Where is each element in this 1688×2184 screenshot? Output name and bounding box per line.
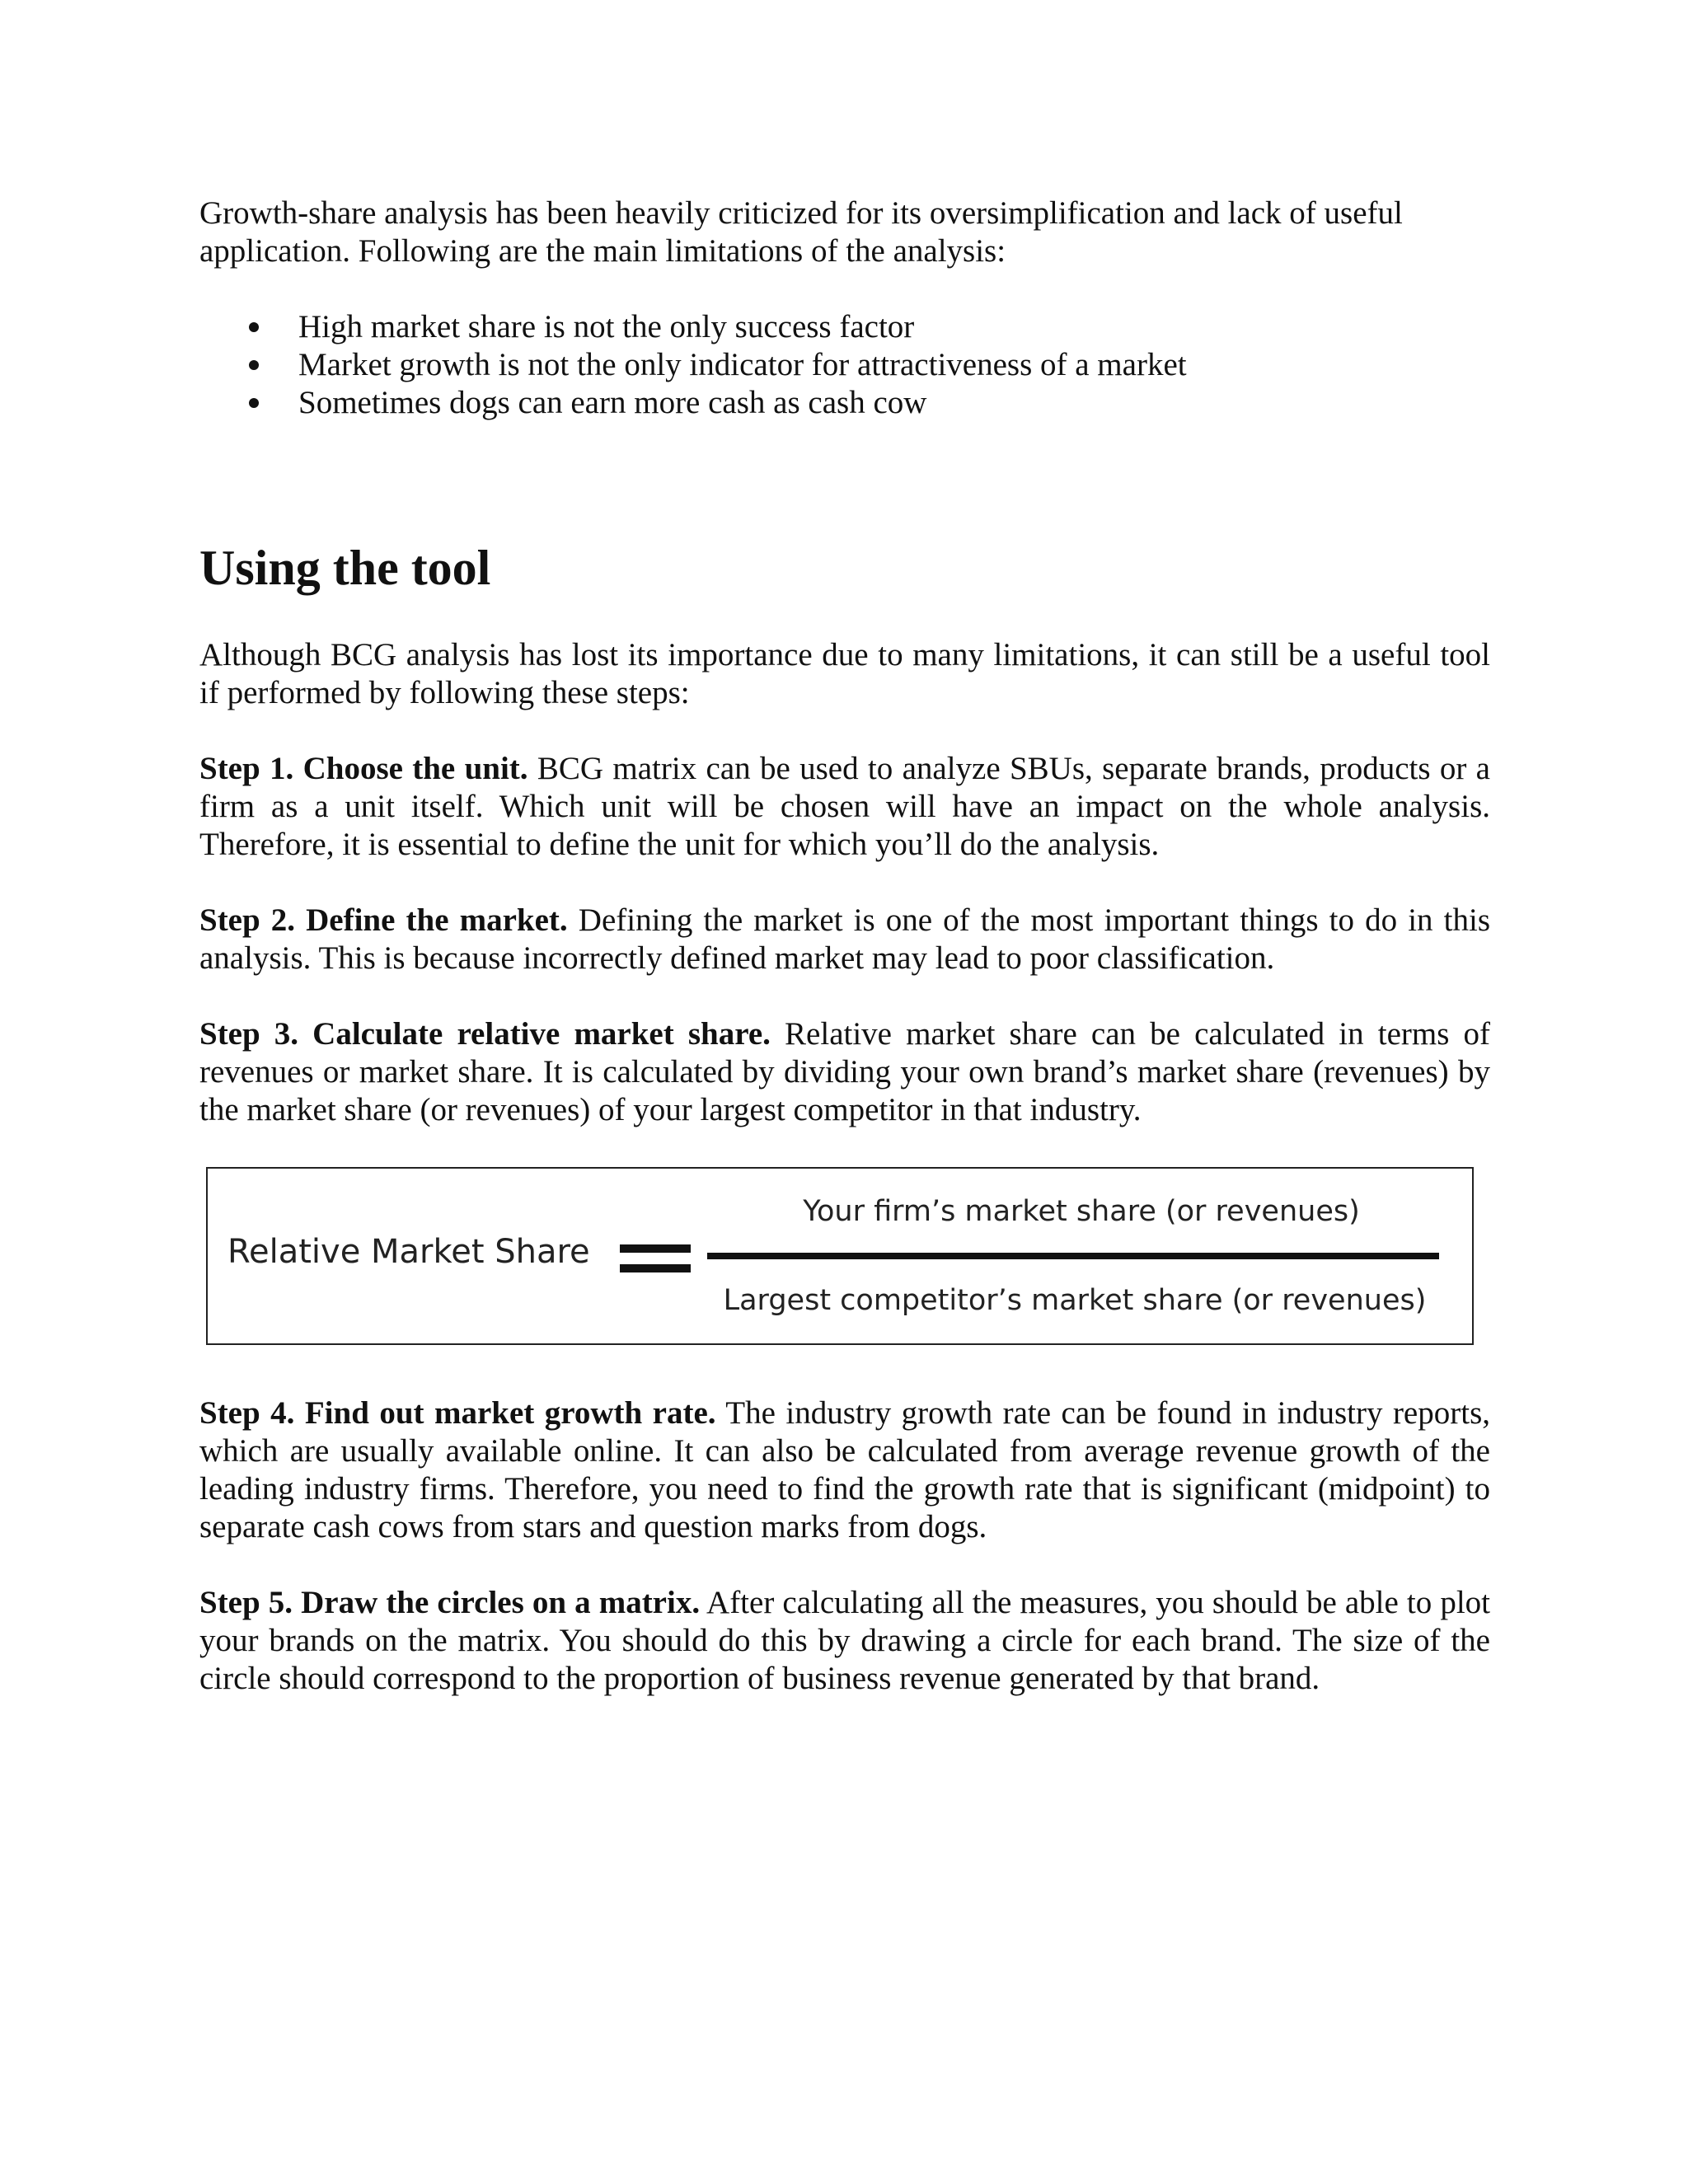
section-intro: Although BCG analysis has lost its importance due to many limitations, it can still be a useful tool if performed by following these steps:: [199, 637, 1490, 710]
equals-sign-icon: [620, 1244, 691, 1272]
list-item: [199, 308, 1490, 346]
step-text: The industry growth rate can be found in industry reports, which are usually available online. It can also be calculated from average revenue growth of the leading industry firms. Therefore, you need to find the growth rate that is significant (midpoint) to separate cash cows from stars and question marks from dogs.: [199, 1395, 1490, 1544]
step-label: Step 3. Calculate relative market share.: [199, 1016, 771, 1052]
step-label: Step 4. Find out market growth rate.: [199, 1395, 716, 1431]
limitations-list: [199, 308, 1490, 422]
step-5-paragraph: [199, 1584, 1490, 1698]
step-4-paragraph: [199, 1394, 1490, 1546]
step-label: Step 1. Choose the unit.: [199, 751, 528, 786]
list-item-text: Sometimes dogs can earn more cash as cash cow: [298, 385, 927, 420]
intro-paragraph: Growth-share analysis has been heavily criticized for its oversimplification and lack of useful application. Following are the main limitations of the analysis:: [199, 195, 1403, 269]
step-label: Step 5. Draw the circles on a matrix.: [199, 1585, 701, 1620]
step-text: Defining the market is one of the most important things to do in this analysis. This is because incorrectly defined market may lead to poor classification.: [199, 902, 1491, 976]
bullet-icon: [249, 346, 260, 384]
bullet-icon: [249, 384, 260, 422]
step-2-paragraph: [199, 902, 1490, 977]
step-1-paragraph: [199, 750, 1490, 864]
document-content: [199, 194, 1490, 1736]
formula-denominator: Largest competitor’s market share (or revenues): [723, 1284, 1427, 1317]
step-3-paragraph: [199, 1015, 1490, 1129]
step-text: After calculating all the measures, you should be able to plot your brands on the matrix. You should do this by drawing a circle for each brand. The size of the circle should correspond to the proportion of business revenue generated by that brand.: [199, 1585, 1490, 1696]
relative-market-share-formula: [206, 1167, 1474, 1345]
list-item-text: High market share is not the only success factor: [298, 309, 915, 344]
list-item: [199, 346, 1490, 384]
step-label: Step 2. Define the market.: [199, 902, 568, 938]
section-heading: Using the tool: [199, 541, 491, 595]
step-text: BCG matrix can be used to analyze SBUs, separate brands, products or a firm as a unit itself. Which unit will be chosen will have an impact on the whole analysis. Therefore, it is essential to define the unit for which you’ll do the analysis.: [199, 751, 1490, 862]
step-text: Relative market share can be calculated in terms of revenues or market share. It is calculated by dividing your own brand’s market share (revenues) by the market share (or revenues) of your largest competitor in that industry.: [199, 1016, 1491, 1127]
bullet-icon: [249, 308, 260, 346]
fraction-bar: [707, 1253, 1439, 1259]
formula-left-label: Relative Market Share: [227, 1233, 590, 1271]
list-item-text: Market growth is not the only indicator for attractiveness of a market: [298, 347, 1187, 382]
formula-numerator: Your firm’s market share (or revenues): [803, 1195, 1360, 1228]
list-item: [199, 384, 1490, 422]
